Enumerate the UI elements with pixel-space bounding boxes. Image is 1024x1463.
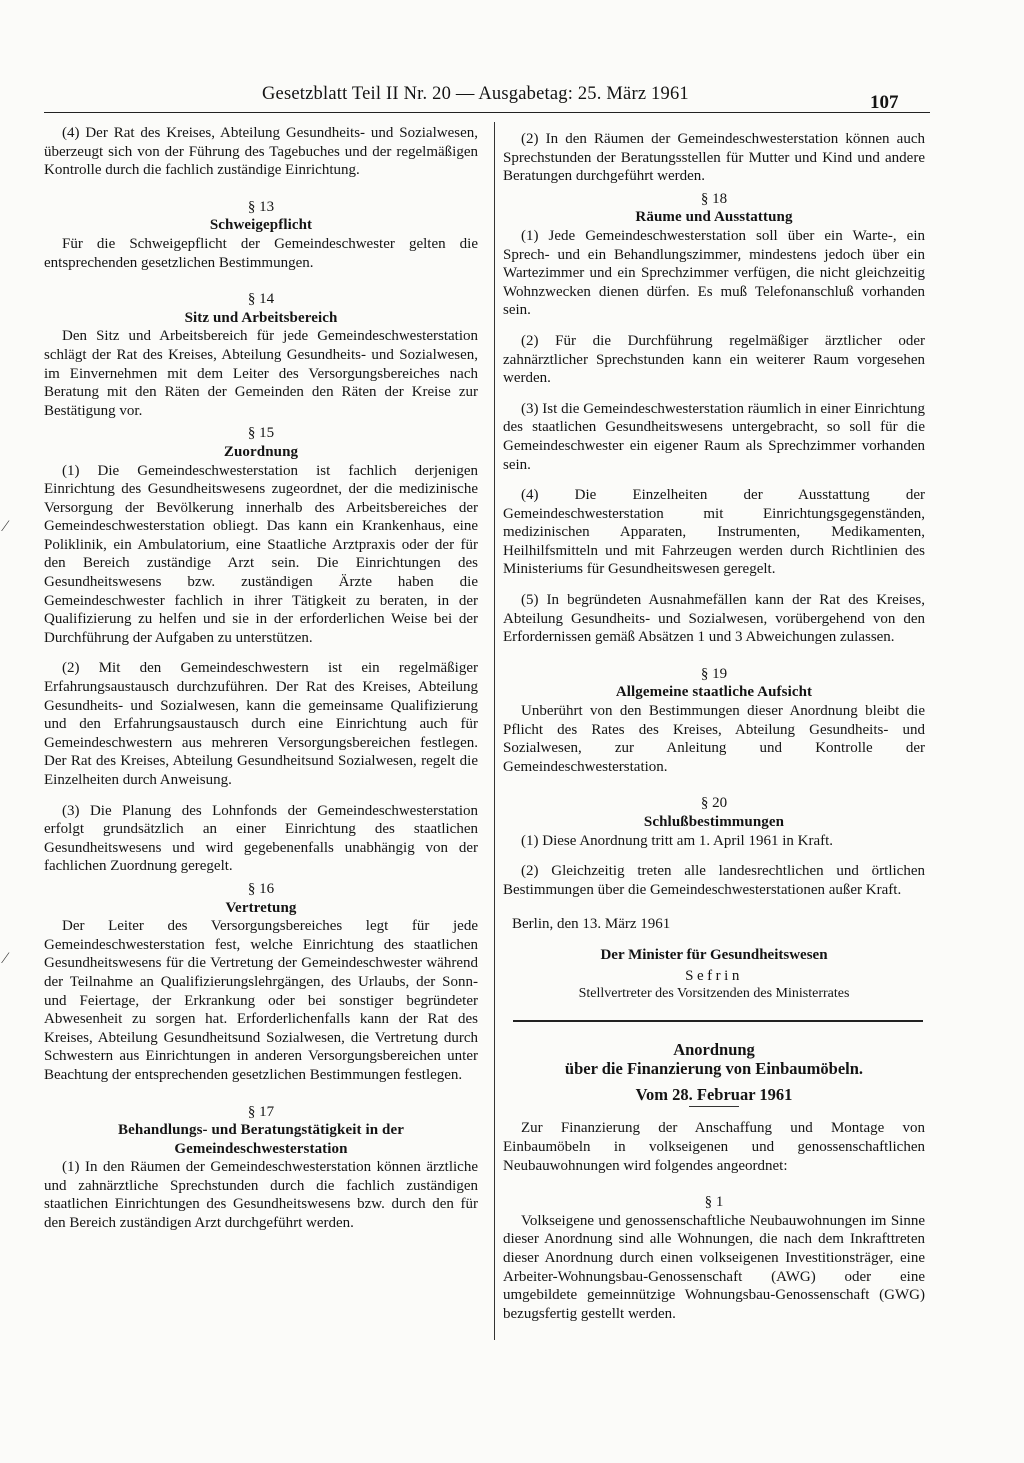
signer-role: Stellvertreter des Vorsitzenden des Ministerrates [578,986,850,1002]
decree-date: Vom 28. Februar 1961 [635,1084,793,1104]
paragraph: (1) Die Gemeindeschwesterstation ist fachlich derjenigen Einrichtung des Gesundheitswesens zugeordnet, der die medizinische Versorgung der Bevölkerung innerhalb des Arbeitsbereiches der Gemeindeschwesterstation obliegt. Das kann ein Krankenhaus, eine Poliklinik, ein Ambulatorium, eine Staatliche Arztpraxis oder der für den Bereich zuständige Arzt sein. Die Einrichtungen des Gesundheitswesens bzw. zuständigen Ärzte haben die Gemeindeschwester fachlich in ihrer Tätigkeit zu beraten, in der Qualifizierung zu helfen und sie in der erforderlichen Weise bei der Durchführung der Aufgaben zu unterstützen. [44,462,478,646]
section-number: § 1 [704,1194,724,1211]
paragraph: (3) Die Planung des Lohnfonds der Gemeindeschwesterstation erfolgt grundsätzlich an einer Einrichtung des staatlichen Gesundheitswesens und wird gegebenenfalls unabhängig von der fachlichen Zuordnung geregelt. [44,802,478,875]
decree-title-line-1: Anordnung [673,1039,755,1059]
paragraph: (2) Gleichzeitig treten alle landesrechtlichen und örtlichen Bestimmungen über die Gemeindeschwesterstationen außer Kraft. [503,863,925,898]
paragraph: Für die Schweigepflicht der Gemeindeschwester gelten die entsprechenden gesetzlichen Bestimmungen. [44,235,478,271]
section-title: Schlußbestimmungen [643,814,785,830]
paragraph: (2) Mit den Gemeindeschwestern ist ein regelmäßiger Erfahrungsaustausch durchzuführen. Der Rat des Kreises, Abteilung Gesundheits- und Sozialwesen, kann die gemeinsame Qualifizierung und den Erfahrungsaustausch durch eine Einrichtung auch für Gemeindeschwestern aus mehreren Versorgungsbereichen festlegen. Der Rat des Kreises, Abteilung Gesundheitsund Sozialwesen, regelt die Einzelheiten durch Anweisung. [44,660,478,788]
paragraph: (2) Für die Durchführung regelmäßiger ärztlicher oder zahnärztlicher Sprechstunden kann ein weiterer Raum vorgesehen werden. [503,332,925,387]
right-column [503,130,925,1323]
margin-mark: ⁄ [4,518,7,535]
paragraph: Volkseigene und genossenschaftliche Neubauwohnungen im Sinne dieser Anordnung sind alle Wohnungen, die nach dem Inkrafttreten dieser Anordnung durch einen volkseigenen Investitionsträger, eine Arbeiter-Wohnungsbau-Genossenschaft (AWG) oder eine umgebildete gemeinnützige Wohnungsbau-Genossenschaft (GWG) bezugsfertig gestellt werden. [503,1212,925,1322]
section-title: Sitz und Arbeitsbereich [184,309,338,326]
paragraph: Zur Finanzierung der Anschaffung und Montage von Einbaumöbeln in volkseigenen und genossenschaftlichen Neubauwohnungen wird folgendes angeordnet: [503,1120,925,1174]
signer-name: Sefrin [685,967,743,984]
decree-title [503,1040,925,1078]
section-title: Allgemeine staatliche Aufsicht [615,684,813,701]
paragraph: (1) Jede Gemeindeschwesterstation soll über ein Warte-, ein Sprech- und ein Behandlungszimmer, mindestens jedoch über ein Wartezimmer und ein Sprechzimmer verfügen, die nicht gleichzeitig Wohnzwecken dienen dürfen. Es muß Telefonanschluß vorhanden sein. [503,227,925,319]
minister-title: Der Minister für Gesundheitswesen [600,946,828,963]
page-header [0,84,1024,114]
section-title: Zuordnung [223,443,299,460]
place-and-date: Berlin, den 13. März 1961 [512,916,671,933]
section-number: § 13 [247,198,275,215]
paragraph: (2) In den Räumen der Gemeindeschwesterstation können auch Sprechstunden der Beratungsstellen für Mutter und Kind und andere Beratungen durchgeführt werden. [503,131,925,185]
page-number: 107 [870,92,899,113]
paragraph: Unberührt von den Bestimmungen dieser Anordnung bleibt die Pflicht des Rates des Kreises, Abteilung Gesundheits- und Sozialwesen, zur Anleitung und Kontrolle der Gemeindeschwesterstation. [503,703,925,775]
section-title: Räume und Ausstattung [635,209,793,226]
header-rule [44,112,930,113]
paragraph: (4) Die Einzelheiten der Ausstattung der Gemeindeschwesterstation mit Einrichtungsgegenständen, medizinischen Apparaten, Instrumenten, Medikamenten, Heilhilfsmitteln und mit Fahrzeugen werden durch Richtlinien des Ministeriums für Gesundheitswesen geregelt. [503,487,925,578]
section-number: § 17 [247,1103,275,1120]
column-divider [494,122,495,1340]
section-number: § 19 [700,665,728,682]
paragraph: (5) In begründeten Ausnahmefällen kann der Rat des Kreises, Abteilung Gesundheits- und Sozialwesen, vorübergehend von den Erfordernissen gemäß Absätzen 1 und 3 Abweichungen zulassen. [503,592,925,646]
gazette-header-title: Gesetzblatt Teil II Nr. 20 — Ausgabetag: 25. März 1961 [262,84,689,104]
section-title: Behandlungs- und Beratungstätigkeit in der Gemeindeschwesterstation [118,1122,404,1157]
section-title: Vertretung [225,899,297,916]
section-number: § 16 [247,880,275,897]
paragraph: Den Sitz und Arbeitsbereich für jede Gemeindeschwesterstation schlägt der Rat des Kreises, Abteilung Gesundheits- und Sozialwesen, im Einvernehmen mit dem Leiter des Versorgungsbereiches nach Beratung mit den Räten der Gemeinden den Räten der Kreise zur Bestätigung vor. [44,328,478,419]
separator-rule [513,1020,923,1022]
section-number: § 14 [247,291,275,308]
paragraph: (3) Ist die Gemeindeschwesterstation räumlich in einer Einrichtung des staatlichen Gesundheitswesens untergebracht, so soll für die Gemeindeschwester ein eigener Raum als Sprechzimmer vorhanden sein. [503,400,925,473]
margin-mark: ⁄ [4,950,7,967]
left-column [44,124,478,1233]
paragraph: (4) Der Rat des Kreises, Abteilung Gesundheits- und Sozialwesen, überzeugt sich von der Führung des Tagebuches und der regelmäßigen Kontrolle durch die fachlich zuständige Einrichtung. [44,125,478,179]
section-number: § 15 [247,425,275,442]
paragraph: Der Leiter des Versorgungsbereiches legt für jede Gemeindeschwesterstation fest, welche Einrichtung des staatlichen Gesundheitswesens für die Vertretung der Gemeindeschwester während der Teilnahme an Qualifizierungslehrgängen, des Urlaubs, der Sonn- und Feiertage, der Erkrankung oder bei sonstiger begründeter Abwesenheit zu sorgen hat. Erforderlichenfalls kann der Rat des Kreises, Abteilung Gesundheitsund Sozialwesen, die Vertretung durch Schwestern aus Einrichtungen in anderen Versorgungsbereichen unter Beachtung der entsprechenden gesetzlichen Bestimmungen festlegen. [44,918,478,1083]
paragraph: (1) Diese Anordnung tritt am 1. April 1961 in Kraft. [521,832,834,849]
paragraph: (1) In den Räumen der Gemeindeschwesterstation können ärztliche und zahnärztliche Sprechstunden durch die fachlich zuständigen staatlichen Einrichtungen des Gesundheitswesens bzw. durch den für den Bereich zuständigen Arzt durchgeführt werden. [44,1159,478,1232]
section-title: Schweigepflicht [209,217,313,234]
decree-title-line-2: über die Finanzierung von Einbaumöbeln. [564,1058,864,1078]
decree-date-underline [689,1106,739,1107]
section-number: § 18 [700,190,728,207]
section-number: § 20 [700,795,728,812]
